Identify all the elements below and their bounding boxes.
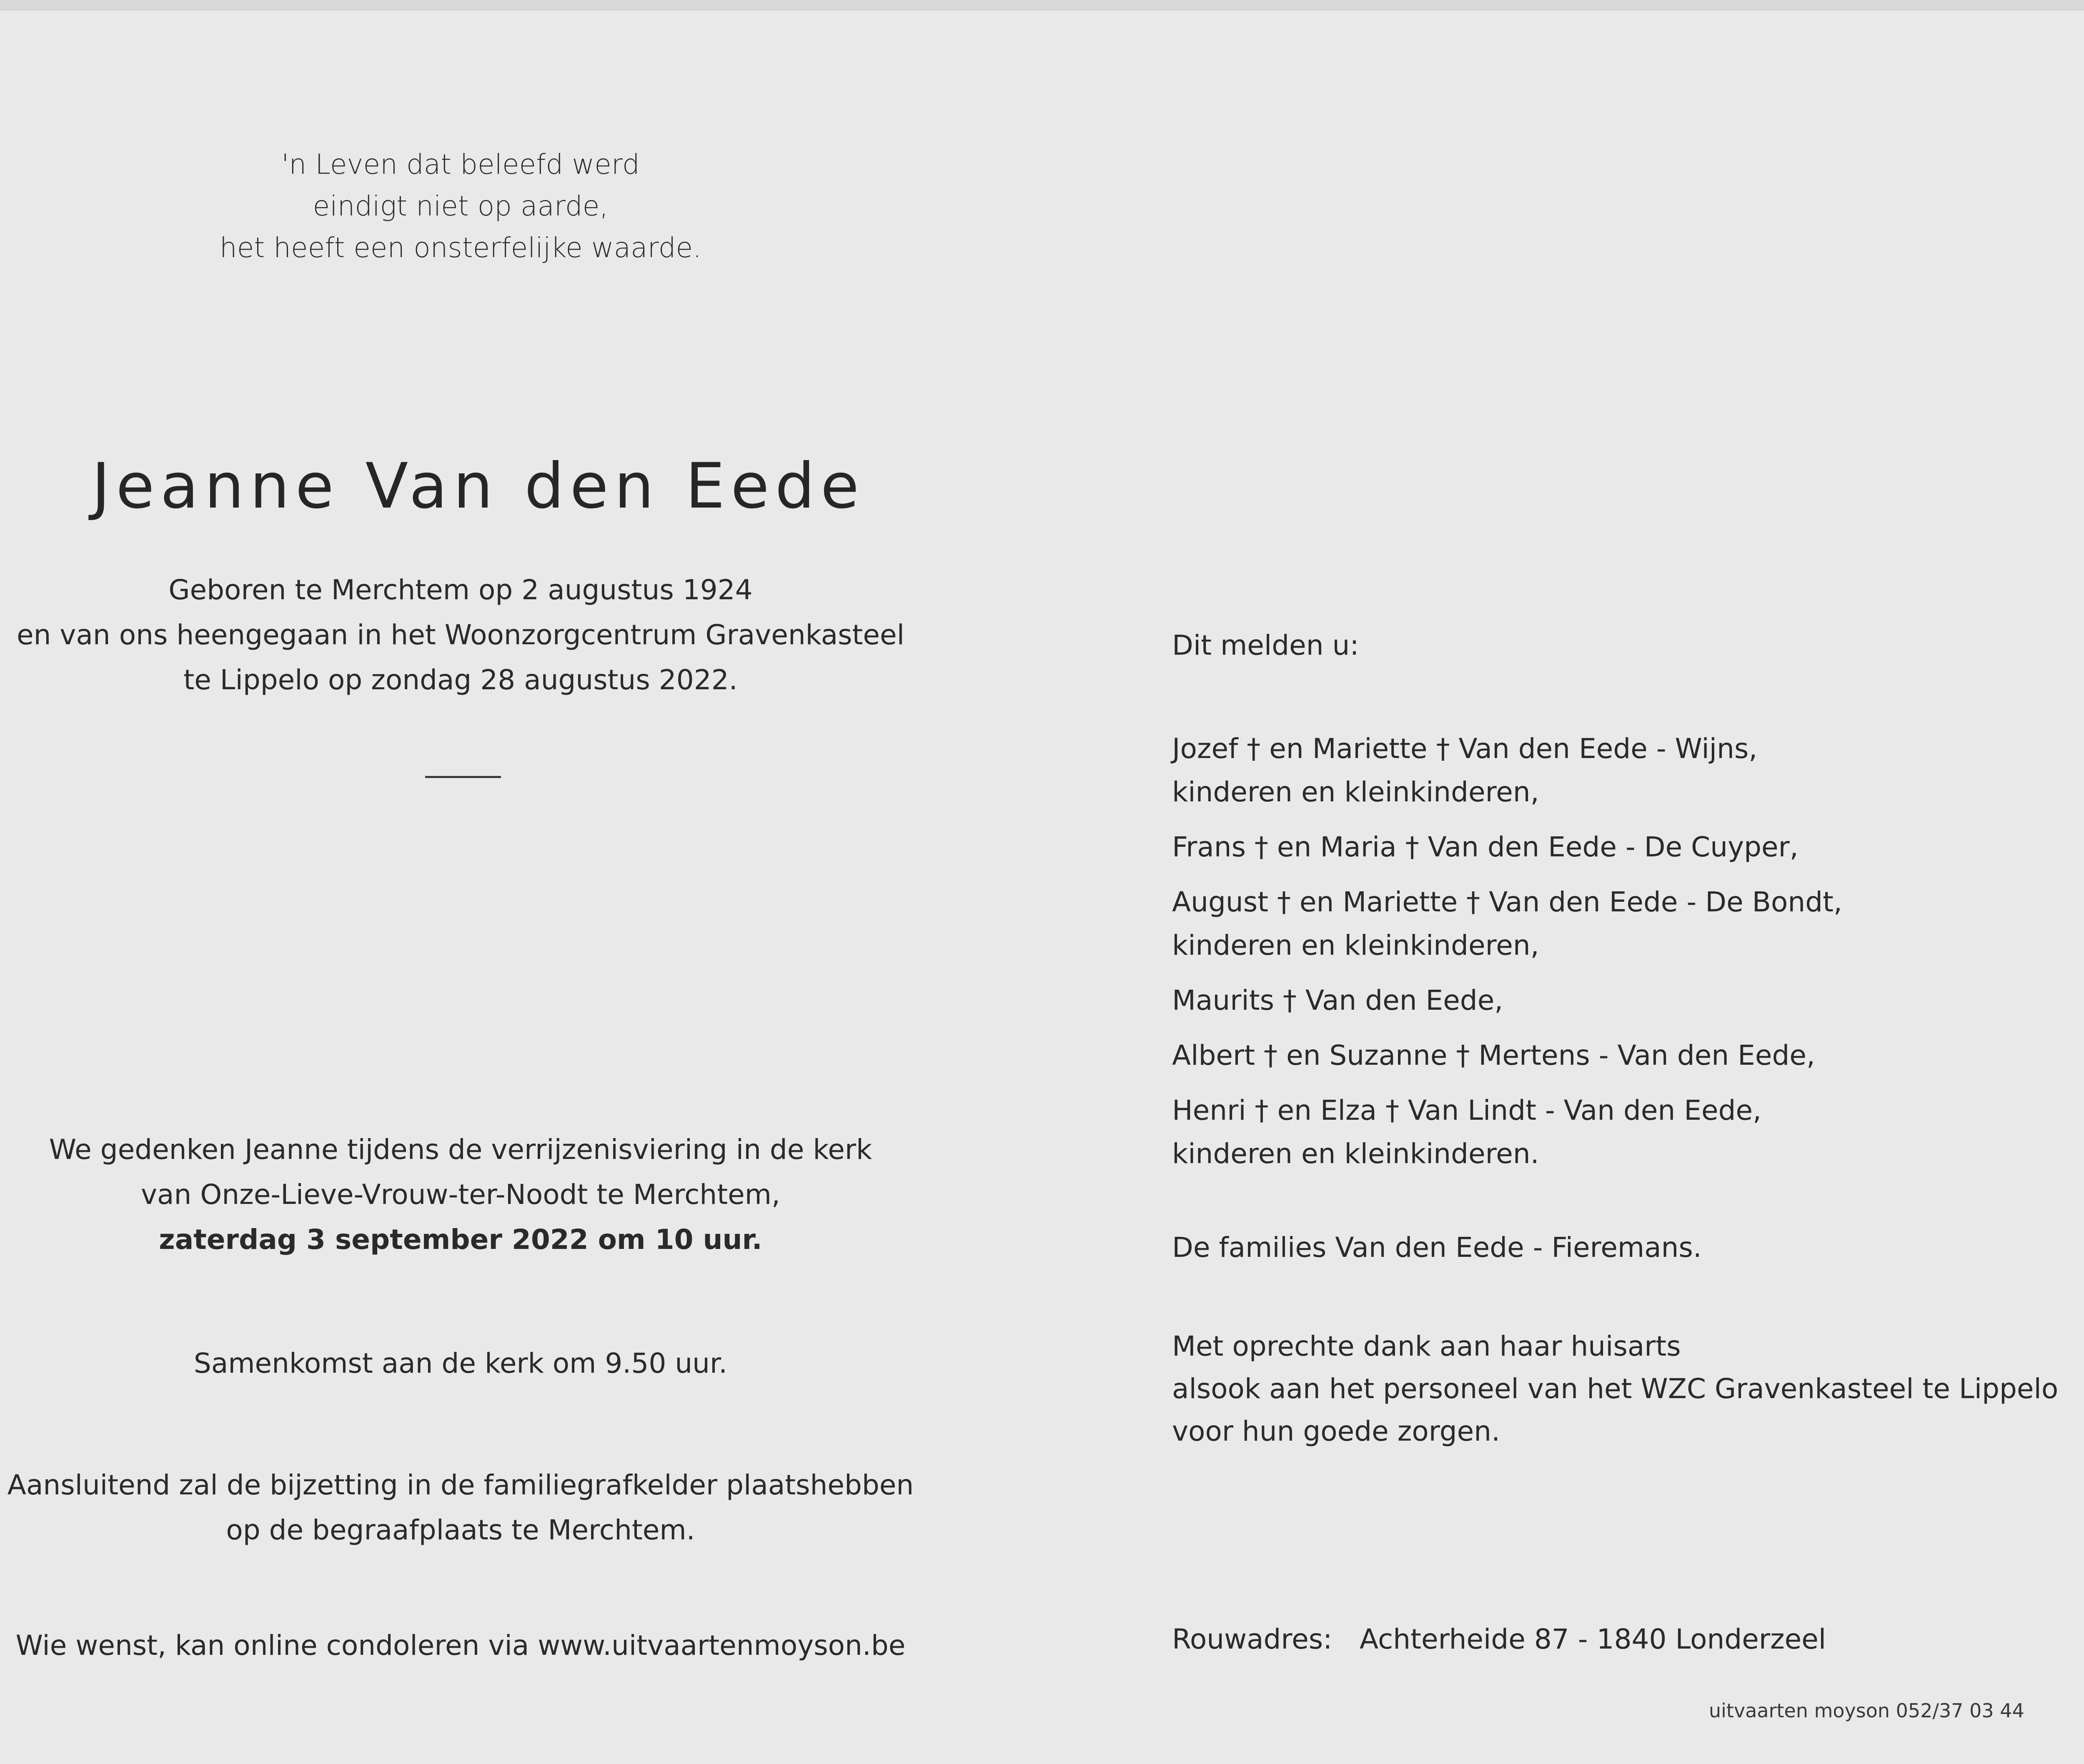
family-entry-line: Henri † en Elza † Van Lindt - Van den Eede, xyxy=(1172,1094,1762,1126)
funeral-home-footer: uitvaarten moyson 052/37 03 44 xyxy=(1709,1699,2024,1722)
service-details xyxy=(0,1127,921,1262)
thanks-note xyxy=(1172,1325,2084,1453)
family-entry-line: kinderen en kleinkinderen, xyxy=(1172,776,1539,808)
thanks-line: alsook aan het personeel van het WZC Gravenkasteel te Lippelo xyxy=(1172,1373,2059,1405)
gathering-note xyxy=(0,1341,921,1386)
mourning-address xyxy=(1172,1617,2084,1662)
birth-line: en van ons heengegaan in het Woonzorgcentrum Gravenkasteel xyxy=(17,619,904,651)
family-entry-line: kinderen en kleinkinderen, xyxy=(1172,929,1539,961)
family-entry xyxy=(1172,826,2084,869)
section-divider xyxy=(425,776,501,778)
families-text: De families Van den Eede - Fieremans. xyxy=(1172,1231,1702,1264)
deceased-name: Jeanne Van den Eede xyxy=(92,450,865,523)
poem-line: eindigt niet op aarde, xyxy=(313,190,609,222)
burial-note xyxy=(0,1463,921,1553)
burial-line: op de begraafplaats te Merchtem. xyxy=(226,1514,695,1546)
birth-line: Geboren te Merchtem op 2 augustus 1924 xyxy=(168,574,753,606)
condolence-note xyxy=(0,1623,921,1668)
thanks-line: voor hun goede zorgen. xyxy=(1172,1415,1500,1447)
announcement-intro-text: Dit melden u: xyxy=(1172,629,1359,661)
burial-line: Aansluitend zal de bijzetting in de familiegrafkelder plaatshebben xyxy=(7,1469,914,1501)
family-entry-line: Jozef † en Mariette † Van den Eede - Wijns, xyxy=(1172,733,1758,765)
poem-line: het heeft een onsterfelijke waarde. xyxy=(219,232,702,264)
announcement-intro xyxy=(1172,623,2084,668)
poem xyxy=(0,144,921,269)
birth-details xyxy=(0,568,921,703)
thanks-line: Met oprechte dank aan haar huisarts xyxy=(1172,1330,1681,1362)
families-line xyxy=(1172,1225,2084,1270)
service-line: We gedenken Jeanne tijdens de verrijzenisviering in de kerk xyxy=(49,1133,872,1166)
address-value: Achterheide 87 - 1840 Londerzeel xyxy=(1360,1623,1826,1655)
family-entry-line: August † en Mariette † Van den Eede - De Bondt, xyxy=(1172,886,1842,918)
family-entry-line: Maurits † Van den Eede, xyxy=(1172,984,1503,1016)
family-entry-line: Frans † en Maria † Van den Eede - De Cuyper, xyxy=(1172,831,1798,863)
poem-line: 'n Leven dat beleefd werd xyxy=(281,148,640,180)
page-top-edge xyxy=(0,0,2084,10)
gathering-line: Samenkomst aan de kerk om 9.50 uur. xyxy=(193,1347,728,1379)
service-line: van Onze-Lieve-Vrouw-ter-Noodt te Merchtem, xyxy=(141,1179,780,1211)
address-label: Rouwadres: xyxy=(1172,1623,1333,1655)
family-entry xyxy=(1172,881,2084,967)
family-entry xyxy=(1172,979,2084,1022)
family-entry xyxy=(1172,727,2084,814)
condolence-line: Wie wenst, kan online condoleren via www.uitvaartenmoyson.be xyxy=(15,1629,906,1661)
family-entry-line: Albert † en Suzanne † Mertens - Van den Eede, xyxy=(1172,1039,1815,1071)
family-entry xyxy=(1172,1034,2084,1077)
birth-line: te Lippelo op zondag 28 augustus 2022. xyxy=(183,664,738,696)
service-date-time: zaterdag 3 september 2022 om 10 uur. xyxy=(159,1224,762,1256)
family-entry xyxy=(1172,1089,2084,1176)
family-list xyxy=(1172,727,2084,1187)
family-entry-line: kinderen en kleinkinderen. xyxy=(1172,1138,1539,1170)
